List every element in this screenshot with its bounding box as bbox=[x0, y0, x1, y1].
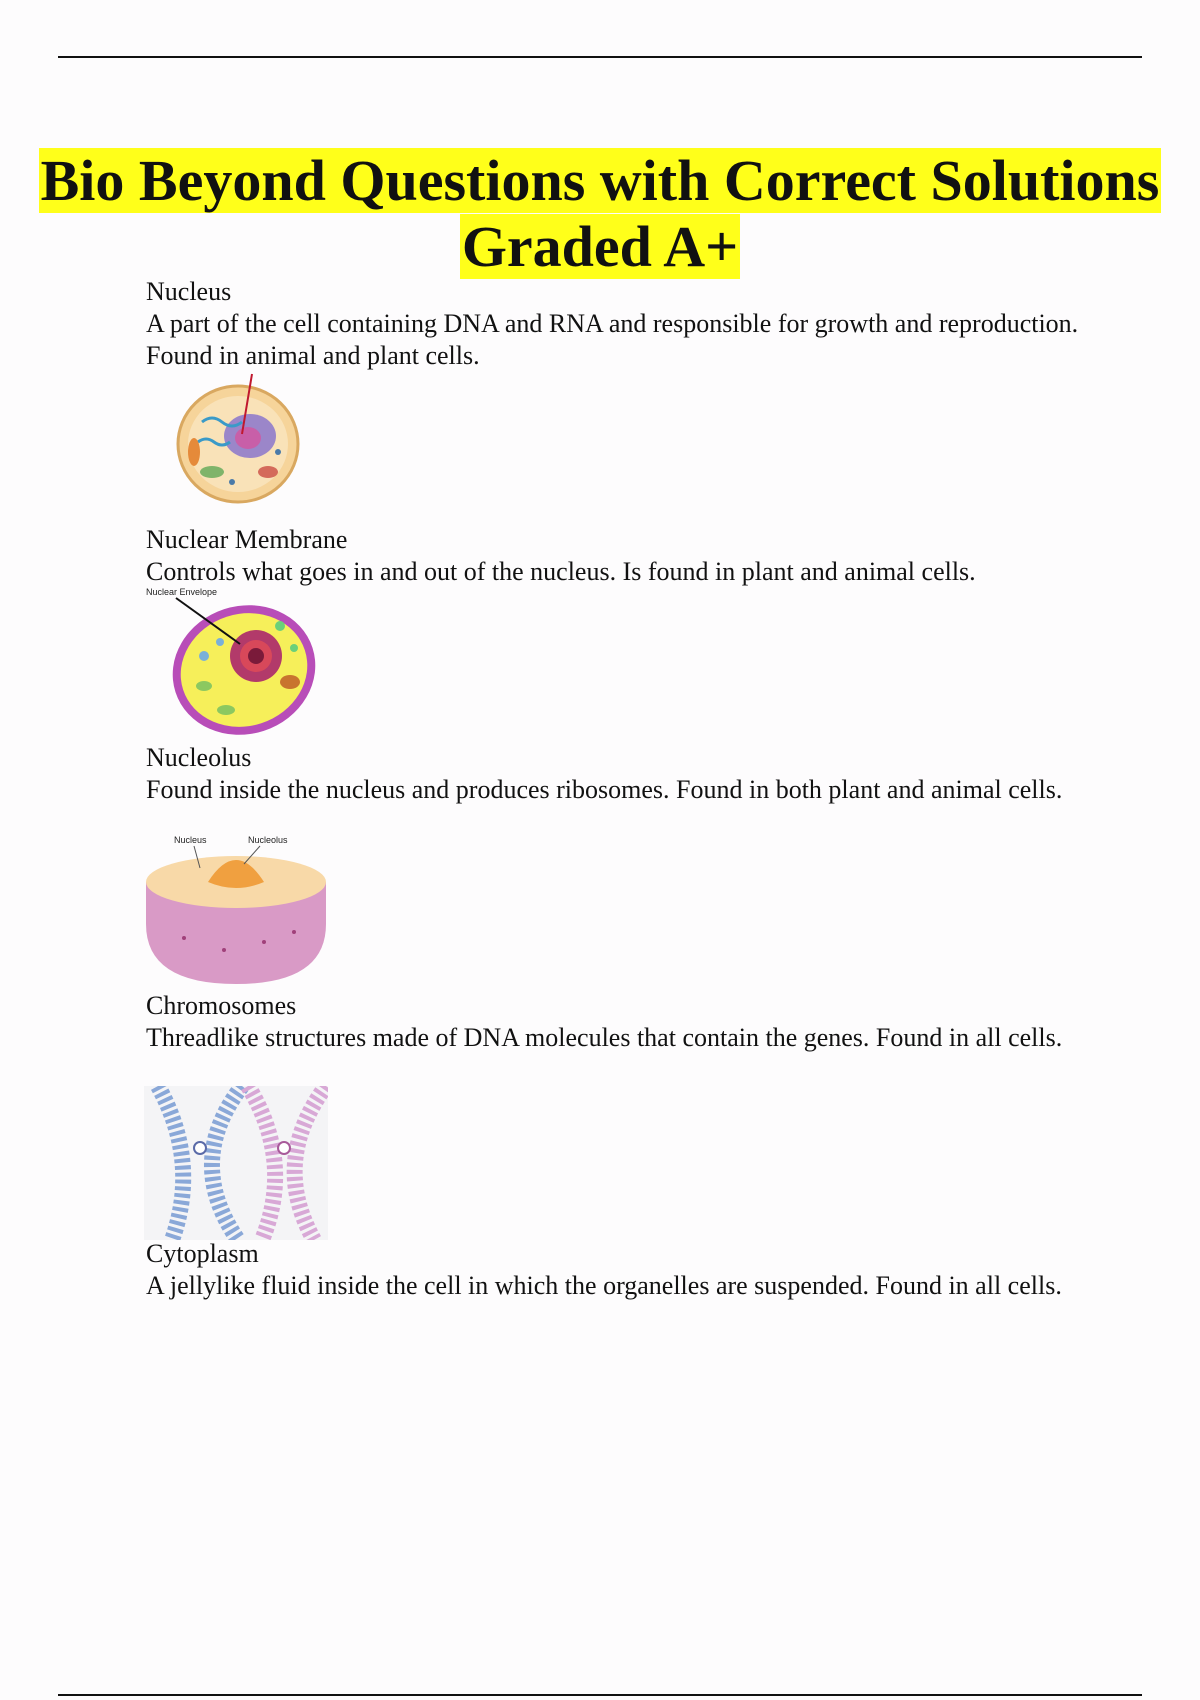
definition-text: A jellylike fluid inside the cell in which the organelles are suspended. Found in all cells. bbox=[146, 1271, 1062, 1300]
entry-cytoplasm bbox=[146, 1238, 1096, 1302]
term-label: Cytoplasm bbox=[146, 1239, 259, 1268]
figure-label: Nucleolus bbox=[248, 835, 288, 845]
figure-label: Nuclear Envelope bbox=[146, 587, 218, 597]
definition-text: A part of the cell containing DNA and RNA and responsible for growth and reproduction. Found in animal and plant cells. bbox=[146, 309, 1079, 370]
term-label: Nuclear Membrane bbox=[146, 525, 348, 554]
figure-label: Nucleus bbox=[174, 835, 207, 845]
title-block bbox=[0, 148, 1200, 280]
nuclear-envelope-figure bbox=[144, 586, 324, 744]
entry-nuclear-membrane bbox=[146, 524, 1096, 588]
term-label: Nucleus bbox=[146, 277, 232, 306]
top-rule bbox=[58, 56, 1142, 58]
term-label: Chromosomes bbox=[146, 991, 297, 1020]
bottom-rule bbox=[58, 1694, 1142, 1696]
chromosome-figure bbox=[144, 1086, 328, 1240]
definition-text: Found inside the nucleus and produces ribosomes. Found in both plant and animal cells. bbox=[146, 775, 1063, 804]
entry-nucleolus bbox=[146, 742, 1096, 806]
animal-cell-figure bbox=[172, 372, 306, 508]
document-title: Bio Beyond Questions with Correct Solutions Graded A+ bbox=[40, 148, 1160, 279]
nucleolus-figure bbox=[144, 834, 328, 990]
entry-nucleus bbox=[146, 276, 1096, 372]
definition-text: Controls what goes in and out of the nucleus. Is found in plant and animal cells. bbox=[146, 557, 976, 586]
definition-text: Threadlike structures made of DNA molecules that contain the genes. Found in all cells. bbox=[146, 1023, 1063, 1052]
entry-chromosomes bbox=[146, 990, 1096, 1054]
term-label: Nucleolus bbox=[146, 743, 252, 772]
